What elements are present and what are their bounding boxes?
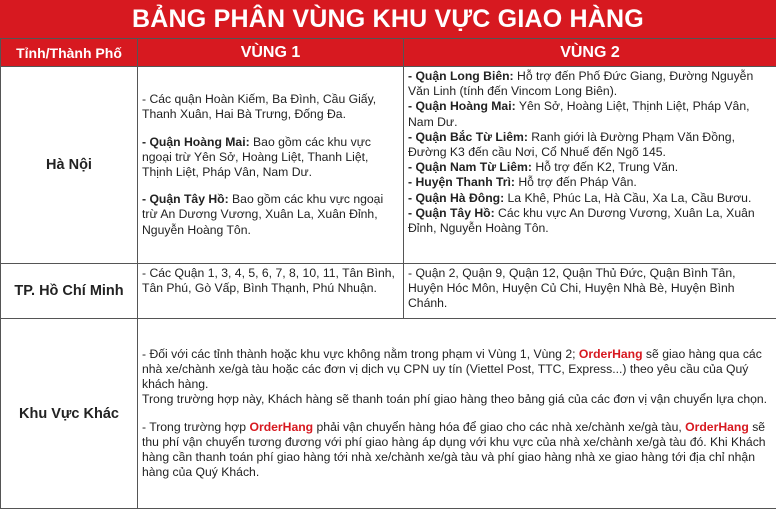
district-detail: Hỗ trợ đến K2, Trung Văn. (531, 160, 679, 175)
district-name: - Quận Bắc Từ Liêm: (408, 129, 528, 144)
hanoi-zone1-item: - Các quận Hoàn Kiếm, Ba Đình, Cầu Giấy, Thanh Xuân, Hai Bà Trưng, Đống Đa. (142, 92, 377, 122)
table-row-other (1, 319, 776, 509)
brand-name: OrderHang (249, 419, 314, 434)
brand-name: OrderHang (685, 419, 749, 434)
hcm-zone1-text: - Các Quận 1, 3, 4, 5, 6, 7, 8, 10, 11, Tân Bình, Tân Phú, Gò Vấp, Bình Thạnh, Phú Nhuận. (142, 266, 395, 296)
district-name: - Quận Long Biên: (408, 69, 514, 83)
row-label-hcm: TP. Hồ Chí Minh (1, 264, 138, 319)
hanoi-zone2-item (408, 130, 772, 160)
district-name: - Quận Hà Đông: (408, 190, 505, 205)
note-text: - Trong trường hợp (142, 419, 250, 434)
table-row-hanoi (1, 67, 776, 264)
hanoi-zone2-item (408, 69, 772, 99)
header-zone-1: VÙNG 1 (138, 39, 404, 67)
other-paragraph-1 (142, 347, 772, 393)
hanoi-zone2-item (408, 99, 772, 129)
hcm-zone-1 (138, 264, 404, 319)
other-paragraph-3 (142, 420, 772, 481)
page-title: BẢNG PHÂN VÙNG KHU VỰC GIAO HÀNG (0, 0, 776, 38)
other-paragraph-2: Trong trường hợp này, Khách hàng sẽ thanh toán phí giao hàng theo bảng giá của các đơn vị vận chuyển lựa chọn. (142, 392, 768, 407)
district-detail: Hỗ trợ đến Pháp Vân. (514, 175, 637, 190)
hanoi-zone2-item (408, 175, 772, 190)
district-name: - Quận Nam Từ Liêm: (408, 160, 532, 175)
hcm-zone2-text: - Quận 2, Quận 9, Quận 12, Quận Thủ Đức, Quận Bình Tân, Huyện Hóc Môn, Huyện Củ Chi, Huyện Nhà Bè, Huyện Bình Chánh. (408, 266, 736, 311)
district-detail: Các khu vực An Dương Vương, Xuân La, Xuân Đỉnh, Nguyễn Hoàng Tôn. (408, 205, 755, 236)
district-detail: Bao gồm các khu vực ngoại trừ An Dương Vương, Xuân La, Xuân Đỉnh, Nguyễn Hoàng Tôn. (142, 192, 384, 237)
note-text: - Đối với các tỉnh thành hoặc khu vực không nằm trong phạm vi Vùng 1, Vùng 2; (142, 346, 579, 361)
hanoi-zone-2 (404, 67, 776, 264)
header-province: Tỉnh/Thành Phố (1, 39, 138, 67)
note-text: phải vận chuyển hàng hóa để giao cho các nhà xe/chành xe/gà tàu, (313, 419, 686, 434)
table-row-hcm (1, 264, 776, 319)
district-detail: La Khê, Phúc La, Hà Cầu, Xa La, Cầu Bươu. (504, 190, 752, 205)
header-zone-2: VÙNG 2 (404, 39, 776, 67)
other-region-note (138, 319, 776, 509)
hanoi-zone-1 (138, 67, 404, 264)
hanoi-zone2-item (408, 191, 772, 206)
district-detail: Hỗ trợ đến Phố Đức Giang, Đường Nguyễn Văn Linh (tính đến Vincom Long Biên). (408, 69, 754, 99)
note-text: sẽ giao hàng qua các nhà xe/chành xe/gà tàu hoặc các đơn vị dịch vụ CPN uy tín (Viettel Post, TTC, Express...) theo yêu cầu của Quý khách hàng. (142, 346, 762, 392)
row-label-other: Khu Vực Khác (1, 319, 138, 509)
delivery-zone-table (0, 38, 776, 509)
district-detail: Ranh giới là Đường Phạm Văn Đồng, Đường K3 đến cầu Nơi, Cổ Nhuế đến Ngõ 145. (408, 129, 735, 160)
district-name: - Quận Tây Hồ: (142, 192, 229, 207)
district-name: - Quận Hoàng Mai: (408, 99, 516, 114)
hcm-zone-2 (404, 264, 776, 319)
district-detail: Bao gồm các khu vực ngoại trừ Yên Sở, Hoàng Liệt, Thanh Liệt, Thịnh Liệt, Pháp Vân, Nam Dư. (142, 134, 371, 179)
district-name: - Quận Tây Hồ: (408, 205, 495, 220)
note-text: sẽ thu phí vận chuyển tương đương với phí giao hàng áp dụng với khu vực của nhà xe/chành xe/gà tàu đó. Khi Khách hàng cần thanh toán phí giao hàng tới nhà xe/chành xe/gà tàu và phí giao hàng nhà xe giao hàng tới địa chỉ nhận hàng của Quý Khách. (142, 419, 766, 480)
district-name: - Quận Hoàng Mai: (142, 134, 250, 149)
row-label-hanoi: Hà Nội (1, 67, 138, 264)
brand-name: OrderHang (578, 346, 643, 361)
hanoi-zone2-item (408, 206, 772, 236)
district-name: - Huyện Thanh Trì: (408, 175, 515, 190)
table-header-row (1, 39, 776, 67)
hanoi-zone1-item (142, 192, 399, 238)
hanoi-zone2-item (408, 160, 772, 175)
hanoi-zone1-item (142, 135, 399, 181)
district-detail: Yên Sở, Hoàng Liệt, Thịnh Liệt, Pháp Vân, Nam Dư. (408, 99, 750, 129)
